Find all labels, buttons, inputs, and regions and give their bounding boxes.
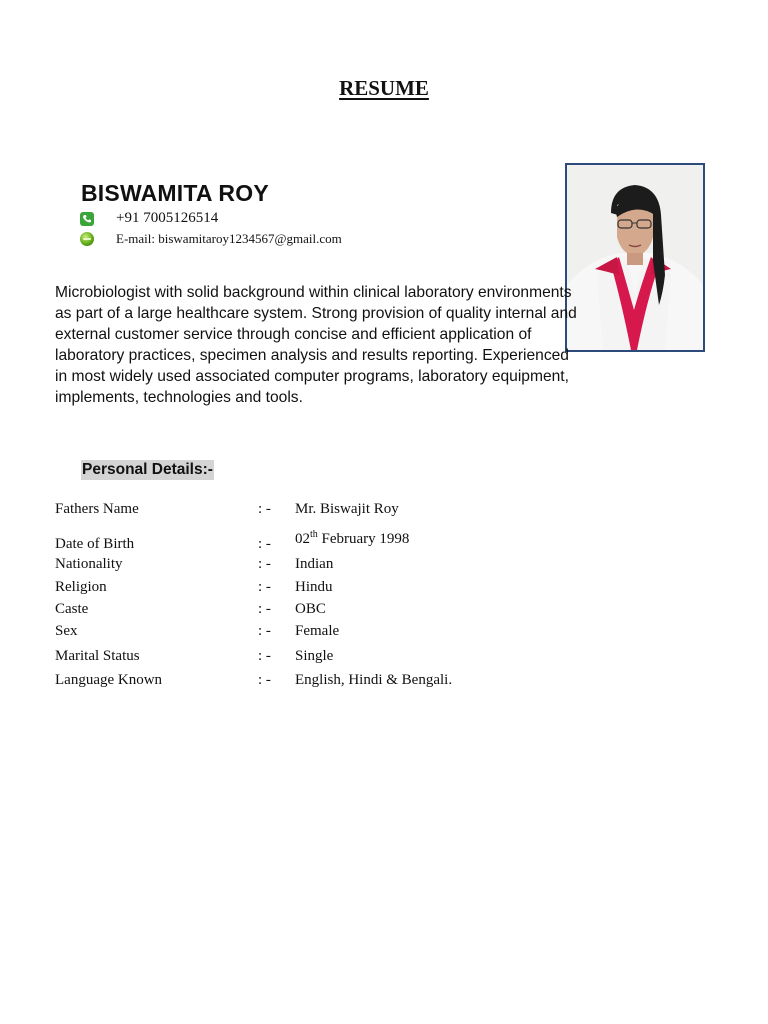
detail-value: OBC [295,601,326,617]
detail-value: Hindu [295,579,333,595]
resume-title [0,76,768,101]
detail-label: Religion [55,579,107,595]
detail-separator: : - [258,556,271,572]
detail-separator: : - [258,579,271,595]
phone-number: +91 7005126514 [116,210,219,226]
detail-separator: : - [258,623,271,639]
detail-value: Indian [295,556,334,572]
dob-day: 02 [295,531,310,547]
detail-separator: : - [258,536,271,552]
dob-day-suffix: th [310,529,318,540]
detail-value [295,529,409,548]
detail-separator: : - [258,601,271,617]
detail-separator: : - [258,501,271,517]
detail-label: Nationality [55,556,123,572]
resume-title-text: RESUME [339,76,429,100]
dob-month-year: February 1998 [317,531,410,547]
detail-separator: : - [258,648,271,664]
professional-summary: Microbiologist with solid background within clinical laboratory environments as part of a large healthcare system. Strong provision of quality internal and external customer service through concise and efficient application of laboratory practices, specimen analysis and results reporting. Experienced in most widely used associated computer programs, laboratory equipment, implements, technologies and tools. [55,284,577,406]
detail-label: Language Known [55,672,163,688]
email-address[interactable]: E-mail: biswamitaroy1234567@gmail.com [116,231,342,246]
detail-value: Mr. Biswajit Roy [295,501,399,517]
email-row [80,231,342,247]
detail-value: Single [295,648,334,664]
detail-label: Marital Status [55,648,140,664]
detail-label: Fathers Name [55,501,139,517]
phone-row [80,210,218,227]
phone-icon [80,212,94,226]
detail-separator: : - [258,672,271,688]
personal-details-heading: Personal Details:- [82,461,213,478]
profile-photo [565,163,705,352]
detail-value: English, Hindi & Bengali. [295,672,453,688]
detail-label: Sex [55,623,78,639]
detail-value: Female [295,623,340,639]
detail-label: Date of Birth [55,536,135,552]
email-icon [80,232,94,246]
candidate-name: BISWAMITA ROY [81,180,269,206]
detail-label: Caste [55,601,89,617]
